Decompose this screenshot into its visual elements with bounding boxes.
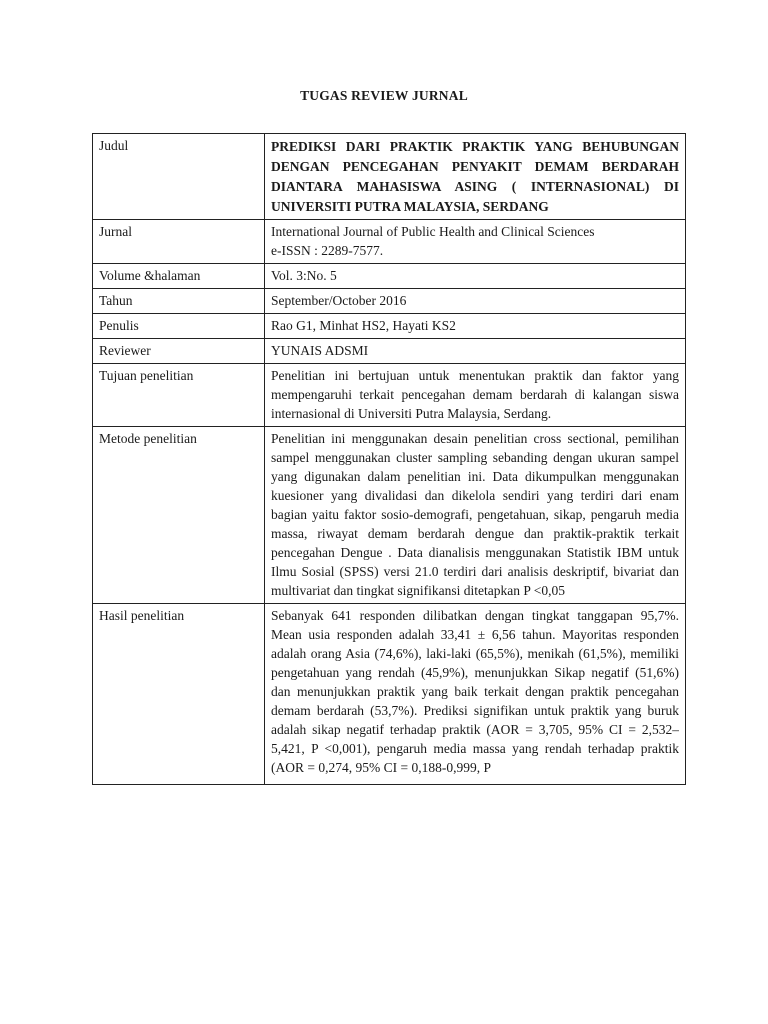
table-row bbox=[93, 364, 686, 427]
table-row bbox=[93, 220, 686, 264]
review-table bbox=[92, 133, 686, 785]
hasil-text: Sebanyak 641 responden dilibatkan dengan tingkat tanggapan 95,7%. Mean usia responden adalah 33,41 ± 6,56 tahun. Mayoritas responden adalah orang Asia (74,6%), laki-laki (65,5%), menikah (61,5%), memiliki pengetahuan yang rendah (45,9%), menunjukkan Sikap negatif (51,6%) dan menunjukkan praktik yang baik terkait dengan praktik pencegahan demam berdarah (53,7%). Prediksi signifikan untuk praktik yang buruk adalah sikap negatif terhadap praktik (AOR = 3,705, 95% CI = 2,532–5,421, P <0,001), pengaruh media massa yang rendah terhadap praktik (AOR = 0,274, 95% CI = 0,188-0,999, P bbox=[271, 608, 679, 775]
table-row bbox=[93, 339, 686, 364]
row-value-jurnal bbox=[265, 220, 686, 264]
row-value-tahun: September/October 2016 bbox=[265, 289, 686, 314]
jurnal-name: International Journal of Public Health and Clinical Sciences bbox=[271, 224, 595, 239]
row-value-penulis: Rao G1, Minhat HS2, Hayati KS2 bbox=[265, 314, 686, 339]
row-value-judul: PREDIKSI DARI PRAKTIK PRAKTIK YANG BEHUBUNGAN DENGAN PENCEGAHAN PENYAKIT DEMAM BERDARAH DIANTARA MAHASISWA ASING ( INTERNASIONAL) DI UNIVERSITI PUTRA MALAYSIA, SERDANG bbox=[265, 134, 686, 220]
row-label-hasil: Hasil penelitian bbox=[93, 604, 265, 785]
row-value-volume: Vol. 3:No. 5 bbox=[265, 264, 686, 289]
table-row bbox=[93, 604, 686, 785]
table-row bbox=[93, 427, 686, 604]
row-label-metode: Metode penelitian bbox=[93, 427, 265, 604]
table-row bbox=[93, 134, 686, 220]
row-label-volume: Volume &halaman bbox=[93, 264, 265, 289]
row-label-judul: Judul bbox=[93, 134, 265, 220]
row-label-penulis: Penulis bbox=[93, 314, 265, 339]
row-label-tahun: Tahun bbox=[93, 289, 265, 314]
row-label-tujuan: Tujuan penelitian bbox=[93, 364, 265, 427]
table-row bbox=[93, 289, 686, 314]
row-value-hasil bbox=[265, 604, 686, 785]
row-label-jurnal: Jurnal bbox=[93, 220, 265, 264]
row-label-reviewer: Reviewer bbox=[93, 339, 265, 364]
row-value-reviewer: YUNAIS ADSMI bbox=[265, 339, 686, 364]
document-title: TUGAS REVIEW JURNAL bbox=[300, 88, 468, 103]
table-row bbox=[93, 314, 686, 339]
jurnal-issn: e-ISSN : 2289-7577. bbox=[271, 243, 384, 258]
table-row bbox=[93, 264, 686, 289]
row-value-metode: Penelitian ini menggunakan desain penelitian cross sectional, pemilihan sampel menggunakan cluster sampling sebanding dengan ukuran sampel yang digunakan dalam penelitian ini. Data dikumpulkan menggunakan kuesioner yang divalidasi dan dikelola sendiri yang terdiri dari enam bagian yaitu faktor sosio-demografi, pengetahuan, sikap, pengaruh media massa, riwayat demam berdarah dengue dan praktik-praktik terkait pencegahan Dengue . Data dianalisis menggunakan Statistik IBM untuk Ilmu Sosial (SPSS) versi 21.0 terdiri dari analisis deskriptif, bivariat dan multivariat dan tingkat signifikansi ditetapkan P <0,05 bbox=[265, 427, 686, 604]
row-value-tujuan: Penelitian ini bertujuan untuk menentukan praktik dan faktor yang mempengaruhi terkait pencegahan demam berdarah di kalangan siswa internasional di Universiti Putra Malaysia, Serdang. bbox=[265, 364, 686, 427]
